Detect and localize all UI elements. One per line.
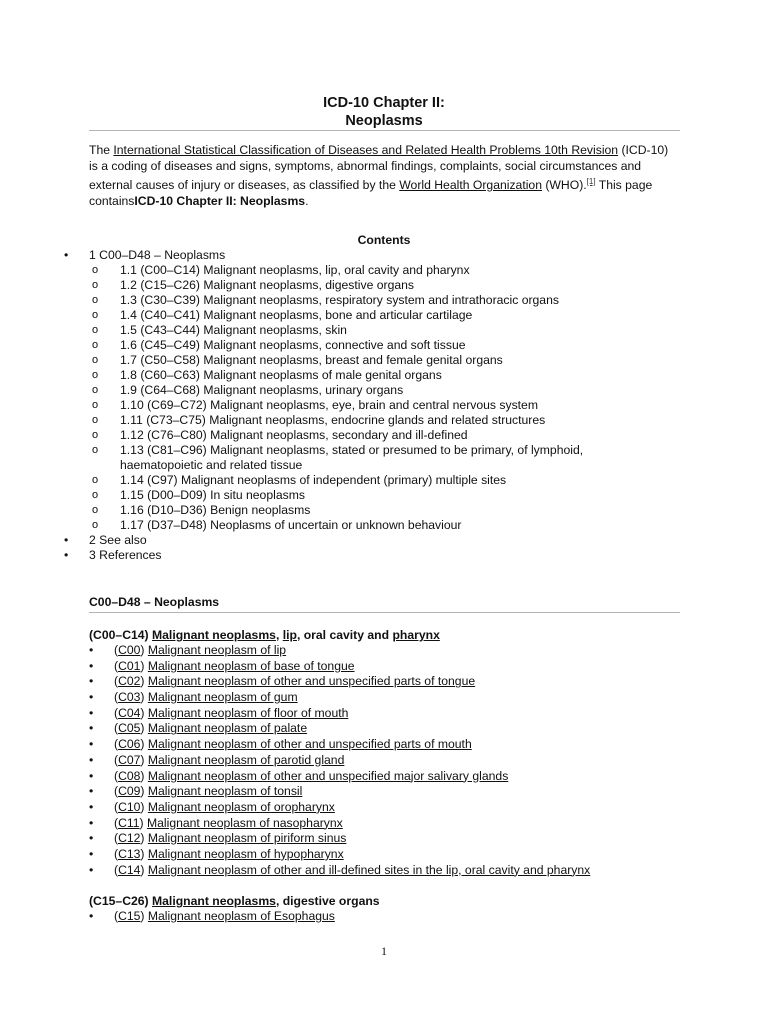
bullet-icon: • <box>89 752 94 767</box>
toc-sublink[interactable]: 1.8 (C60–C63) Malignant neoplasms of male genital organs <box>120 368 442 382</box>
group-heading-code: (C15–C26) <box>89 894 152 908</box>
list-item <box>0 909 768 925</box>
circle-bullet-icon: o <box>92 369 99 381</box>
toc-sublink[interactable]: 1.11 (C73–C75) Malignant neoplasms, endocrine glands and related structures <box>120 413 546 427</box>
list-item <box>0 863 768 879</box>
intro-prefix: The <box>89 143 114 157</box>
bullet-icon: • <box>89 799 94 814</box>
toc-subitem <box>0 278 768 293</box>
toc-sublink[interactable]: 1.3 (C30–C39) Malignant neoplasms, respiratory system and intrathoracic organs <box>120 293 559 307</box>
list-item <box>0 690 768 706</box>
contents-title: Contents <box>357 233 411 247</box>
toc-sublink[interactable]: 1.7 (C50–C58) Malignant neoplasms, breast and female genital organs <box>120 353 503 367</box>
code-link[interactable]: C03 <box>118 690 141 705</box>
page-title-line1: ICD-10 Chapter II: <box>323 95 445 111</box>
code-link[interactable]: C15 <box>118 909 141 923</box>
reference-link[interactable]: [1] <box>586 177 596 186</box>
code-link[interactable]: C06 <box>118 737 141 752</box>
toc-sublink[interactable]: 1.2 (C15–C26) Malignant neoplasms, digestive organs <box>120 278 415 292</box>
bullet-icon: • <box>89 674 94 689</box>
list-item <box>0 753 768 769</box>
code-link[interactable]: C09 <box>118 784 141 799</box>
list-item <box>0 847 768 863</box>
who-link[interactable]: World Health Organization <box>399 178 542 193</box>
description-link[interactable]: Malignant neoplasm of other and unspecified major salivary glands <box>147 768 509 783</box>
code-entry: (C09) Malignant neoplasm of tonsil <box>114 784 303 799</box>
page-number: 1 <box>381 944 387 958</box>
description-link[interactable]: Malignant neoplasm of nasopharynx <box>146 815 343 830</box>
description-link[interactable]: Malignant neoplasm of other and unspecified parts of tongue <box>147 674 476 689</box>
circle-bullet-icon: o <box>92 339 99 351</box>
circle-bullet-icon: o <box>92 309 99 321</box>
toc-link[interactable]: 1 C00–D48 – Neoplasms <box>89 248 226 262</box>
toc-item <box>0 548 768 563</box>
toc-sublink[interactable]: 1.17 (D37–D48) Neoplasms of uncertain or unknown behaviour <box>120 518 462 532</box>
code-entry: (C14) Malignant neoplasm of other and ill-defined sites in the lip, oral cavity and pharynx <box>114 862 591 877</box>
toc-item <box>0 533 768 548</box>
code-link[interactable]: C14 <box>118 862 141 877</box>
toc-subitem <box>0 263 768 278</box>
icd-link[interactable]: International Statistical Classification of Diseases and Related Health Problems 10th Revision <box>113 143 619 157</box>
code-link[interactable]: C05 <box>118 721 141 736</box>
list-item <box>0 706 768 722</box>
description-link[interactable]: Malignant neoplasm of other and unspecified parts of mouth <box>147 737 472 752</box>
description-link[interactable]: Malignant neoplasm of piriform sinus <box>147 831 347 846</box>
circle-bullet-icon: o <box>92 414 99 426</box>
list-item <box>0 737 768 753</box>
toc-subitem <box>0 428 768 443</box>
toc-subitem <box>0 503 768 518</box>
toc-subitem <box>0 323 768 338</box>
list-item <box>0 784 768 800</box>
code-entry: (C12) Malignant neoplasm of piriform sinus <box>114 831 347 846</box>
code-link[interactable]: C00 <box>118 643 141 657</box>
toc-subitem <box>0 338 768 353</box>
section-sep: – <box>140 595 155 609</box>
group-heading-text: , oral cavity and <box>296 628 393 642</box>
code-link[interactable]: C07 <box>118 752 141 767</box>
bullet-icon: • <box>64 248 69 262</box>
code-link[interactable]: C08 <box>118 768 141 783</box>
description-link[interactable]: Malignant neoplasm of hypopharynx <box>147 846 344 861</box>
bullet-icon: • <box>89 658 94 673</box>
toc-item <box>0 248 768 263</box>
title-divider <box>89 130 680 131</box>
list-item <box>0 721 768 737</box>
toc-sublink[interactable]: 1.12 (C76–C80) Malignant neoplasms, secondary and ill-defined <box>120 428 468 442</box>
intro-this-page: This page contains <box>89 178 653 209</box>
code-link[interactable]: C01 <box>118 658 141 673</box>
section-divider <box>89 612 680 613</box>
circle-bullet-icon: o <box>92 504 99 516</box>
intro-after-who: (WHO). <box>541 178 587 193</box>
toc-link[interactable]: 2 See also <box>89 533 147 547</box>
list-item <box>0 831 768 847</box>
circle-bullet-icon: o <box>92 429 99 441</box>
toc-subitem <box>0 293 768 308</box>
circle-bullet-icon: o <box>92 294 99 306</box>
circle-bullet-icon: o <box>92 384 99 396</box>
code-link[interactable]: C10 <box>118 799 141 814</box>
bullet-icon: • <box>89 705 94 720</box>
code-group <box>0 627 768 878</box>
section-code: C00–D48 <box>89 595 141 609</box>
toc-sublink[interactable]: 1.6 (C45–C49) Malignant neoplasms, connective and soft tissue <box>120 338 466 352</box>
code-entry: (C01) Malignant neoplasm of base of tongue <box>114 658 355 673</box>
page-title-line2: Neoplasms <box>345 113 423 129</box>
group-heading-link[interactable]: Malignant neoplasms <box>152 628 276 642</box>
code-entry: (C03) Malignant neoplasm of gum <box>114 690 298 705</box>
circle-bullet-icon: o <box>92 354 99 366</box>
page-title <box>0 94 768 130</box>
code-group <box>0 893 768 925</box>
group-heading-sep: , <box>275 628 283 642</box>
code-entry: (C15) Malignant neoplasm of Esophagus <box>114 909 335 923</box>
toc-subitem <box>0 488 768 503</box>
toc-sublink[interactable]: 1.5 (C43–C44) Malignant neoplasms, skin <box>120 323 347 337</box>
circle-bullet-icon: o <box>92 324 99 336</box>
code-entry: (C07) Malignant neoplasm of parotid gland <box>114 752 345 767</box>
group-heading-link[interactable]: pharynx <box>392 628 440 642</box>
toc-sublink[interactable]: 1.15 (D00–D09) In situ neoplasms <box>120 488 305 502</box>
group-heading <box>89 627 768 643</box>
toc-sublink[interactable]: 1.4 (C40–C41) Malignant neoplasms, bone and articular cartilage <box>120 308 473 322</box>
bullet-icon: • <box>89 784 94 799</box>
description-link[interactable]: Malignant neoplasm of floor of mouth <box>147 705 349 720</box>
list-item <box>0 674 768 690</box>
toc-subitem <box>0 518 768 533</box>
description-link[interactable]: Malignant neoplasm of parotid gland <box>147 752 345 767</box>
list-item <box>0 816 768 832</box>
intro-paragraph <box>89 142 679 209</box>
bullet-icon: • <box>89 643 94 657</box>
description-link[interactable]: Malignant neoplasm of oropharynx <box>147 799 335 814</box>
toc-sublink[interactable]: 1.1 (C00–C14) Malignant neoplasms, lip, oral cavity and pharynx <box>120 263 470 277</box>
toc-subitem <box>0 398 768 413</box>
description-link[interactable]: Malignant neoplasm of tonsil <box>147 784 303 799</box>
bullet-icon: • <box>89 737 94 752</box>
group-heading-link[interactable]: lip <box>282 628 297 642</box>
section-heading <box>89 595 219 610</box>
circle-bullet-icon: o <box>92 489 99 501</box>
description-link[interactable]: Malignant neoplasm of base of tongue <box>147 658 355 673</box>
circle-bullet-icon: o <box>92 399 99 411</box>
bullet-icon: • <box>89 768 94 783</box>
code-entry: (C08) Malignant neoplasm of other and unspecified major salivary glands <box>114 768 509 783</box>
description-link[interactable]: Malignant neoplasm of lip <box>147 643 287 657</box>
toc-subitem <box>0 413 768 428</box>
code-entry: (C10) Malignant neoplasm of oropharynx <box>114 799 335 814</box>
bullet-icon: • <box>64 533 69 547</box>
toc-sublink[interactable]: 1.14 (C97) Malignant neoplasms of independent (primary) multiple sites <box>120 473 507 487</box>
group-heading <box>89 893 768 909</box>
table-of-contents <box>0 248 768 563</box>
toc-sublink[interactable]: 1.13 (C81–C96) Malignant neoplasms, stated or presumed to be primary, of lymphoid, haematopoietic and related tissue <box>120 443 584 472</box>
toc-subitem <box>0 308 768 323</box>
group-heading-text: digestive organs <box>282 894 380 908</box>
bullet-icon: • <box>89 690 94 705</box>
intro-middle: (ICD-10) is a coding of diseases and signs, symptoms, abnormal findings, complaints, social circumstances and external causes of injury or diseases, as classified by the <box>89 143 669 193</box>
toc-link[interactable]: 3 References <box>89 548 162 562</box>
code-entry: (C00) Malignant neoplasm of lip <box>114 643 287 657</box>
toc-subitem <box>0 353 768 368</box>
bullet-icon: • <box>64 548 69 562</box>
bullet-icon: • <box>89 831 94 846</box>
section-text: Neoplasms <box>154 595 220 609</box>
bullet-icon: • <box>89 862 94 877</box>
intro-period: . <box>305 194 309 209</box>
code-entry: (C04) Malignant neoplasm of floor of mouth <box>114 705 349 720</box>
code-entry: (C13) Malignant neoplasm of hypopharynx <box>114 846 344 861</box>
circle-bullet-icon: o <box>92 279 99 291</box>
list-item <box>0 643 768 659</box>
code-entry: (C02) Malignant neoplasm of other and unspecified parts of tongue <box>114 674 476 689</box>
code-link[interactable]: C11 <box>118 815 140 830</box>
toc-subitem <box>0 368 768 383</box>
description-link[interactable]: Malignant neoplasm of palate <box>147 721 308 736</box>
code-link[interactable]: C04 <box>118 705 141 720</box>
bullet-icon: • <box>89 846 94 861</box>
group-heading-sep: , <box>275 894 283 908</box>
description-link[interactable]: Malignant neoplasm of Esophagus <box>147 909 335 923</box>
bullet-icon: • <box>89 721 94 736</box>
description-link[interactable]: Malignant neoplasm of other and ill-defined sites in the lip, oral cavity and pharynx <box>147 862 591 877</box>
circle-bullet-icon: o <box>92 474 99 486</box>
circle-bullet-icon: o <box>92 519 99 531</box>
code-link[interactable]: C02 <box>118 674 141 689</box>
toc-sublink[interactable]: 1.16 (D10–D36) Benign neoplasms <box>120 503 311 517</box>
description-link[interactable]: Malignant neoplasm of gum <box>147 690 298 705</box>
list-item <box>0 659 768 675</box>
toc-subitem <box>0 473 768 488</box>
bullet-icon: • <box>89 909 94 923</box>
code-entry: (C05) Malignant neoplasm of palate <box>114 721 308 736</box>
group-heading-link[interactable]: Malignant neoplasms <box>152 894 276 908</box>
intro-bold-end: ICD-10 Chapter II: Neoplasms <box>134 194 306 209</box>
code-entry: (C06) Malignant neoplasm of other and unspecified parts of mouth <box>114 737 472 752</box>
list-item <box>0 800 768 816</box>
toc-subitem <box>0 443 768 473</box>
circle-bullet-icon: o <box>92 444 99 456</box>
toc-subitem <box>0 383 768 398</box>
code-link[interactable]: C12 <box>118 831 141 846</box>
list-item <box>0 769 768 785</box>
toc-sublink[interactable]: 1.10 (C69–C72) Malignant neoplasms, eye, brain and central nervous system <box>120 398 538 412</box>
bullet-icon: • <box>89 815 94 830</box>
code-link[interactable]: C13 <box>118 846 141 861</box>
group-heading-code: (C00–C14) <box>89 628 152 642</box>
circle-bullet-icon: o <box>92 264 99 276</box>
toc-sublink[interactable]: 1.9 (C64–C68) Malignant neoplasms, urinary organs <box>120 383 404 397</box>
code-entry: (C11) Malignant neoplasm of nasopharynx <box>114 815 343 830</box>
